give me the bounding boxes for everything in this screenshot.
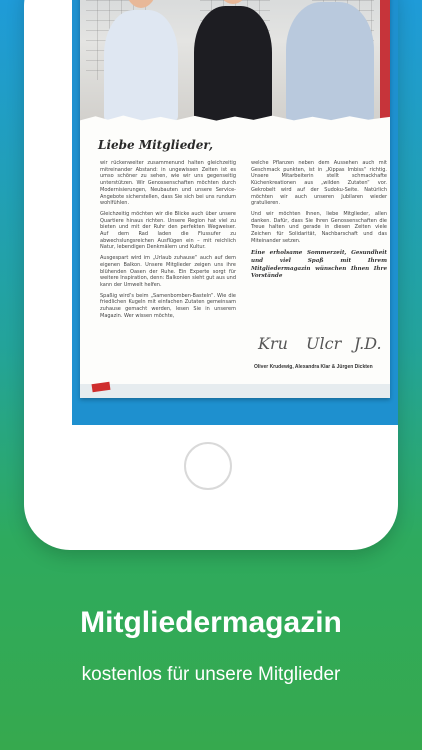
paragraph: Und wir möchten Ihnen, liebe Mitglieder, allen danken. Dafür, dass Sie Ihren Genossenschaften die Treue halten und gerade in diesen Zeiten viele Zeichen für Solidarität, Nachbarschaft und das Miteinander setzen. xyxy=(251,210,387,244)
signature-2: Ulcr xyxy=(306,334,342,353)
paragraph: welche Pflanzen neben dem Aussehen auch mit Geschmack punkten, ist in „Kippas Imbiss“ richtig. Unsere Mitarbeiterin stellt schmackhafte Küchenkreationen aus „wilden Zutaten“ vor. Gekrobelt wird auf der Sudoku-Seite. Natürlich möchten wir auch unseren Jubilaren wieder gratulieren. xyxy=(251,160,387,207)
signatures xyxy=(254,334,384,360)
signature-1: Kru xyxy=(258,334,288,353)
person-right xyxy=(282,0,376,122)
person-left xyxy=(100,0,180,122)
red-accent-bar xyxy=(380,0,390,122)
paragraph: wir rückenweiter zusammenund halten gleichzeitig mitreinander Abstand: in ungewissen Zeiten ist es umso schöner zu sehen, wie wir uns gegenseitig unterstützen. Wir Genossenschaften möchten durch Modernisierungen, Neubauten und unsere Service-Angebote sicherstellen, dass Sie sich bei uns rundum wohlfühlen. xyxy=(100,160,236,207)
phone-screen xyxy=(72,0,398,425)
letter-column-right xyxy=(251,160,387,281)
paragraph: Spaßig wird’s beim „Samenbomben-Basteln“. Wie die friedlichen Kugeln mit einfachen Zutaten gemeinsam zuhause gemacht werden, lesen Sie in unserem Magazin. Wer wissen möchte, xyxy=(100,292,236,319)
letter-column-left xyxy=(100,160,236,323)
paragraph: Gleichzeitig möchten wir die Blicke auch über unsere Quartiere hinaus richten. Unsere Region hat viel zu bieten und mit der Ruhr den perfekten Wegweiser. Auf dem Rad laden die Flussufer zu abwechslungsreichen Ausflügen ein – mit reichlich Natur, lebendigen Denkmälern und Kultur. xyxy=(100,210,236,251)
paragraph: Ausgespart wird im „Urlaub zuhause“ auch auf dem eigenen Balkon. Unsere Mitglieder zeigen uns ihre blühenden Oasen der Ruhe. Ein Experte sorgt für weitere Inspiration, denn: Balkonien sieht gut aus und kann der Umwelt helfen. xyxy=(100,255,236,288)
promo-title: Mitgliedermagazin xyxy=(80,606,342,639)
phone-mockup xyxy=(24,0,398,550)
home-button-icon[interactable] xyxy=(184,442,232,490)
page-bottom-strip xyxy=(80,384,390,398)
signature-3: J.D. xyxy=(354,334,382,353)
magazine-page[interactable] xyxy=(80,0,390,398)
team-photo xyxy=(80,0,390,122)
signers-names: Oliver Krudewig, Alexandra Klar & Jürgen Dickten xyxy=(254,364,373,370)
closing-greeting: Eine erholsame Sommerzeit, Gesundheit und viel Spaß mit Ihrem Mitgliedermagazin wünschen Ihnen Ihre Vorstände xyxy=(251,250,387,280)
person-middle xyxy=(190,0,274,122)
promo-subtitle: kostenlos für unsere Mitglieder xyxy=(81,664,341,685)
letter-heading: Liebe Mitglieder, xyxy=(98,138,214,152)
